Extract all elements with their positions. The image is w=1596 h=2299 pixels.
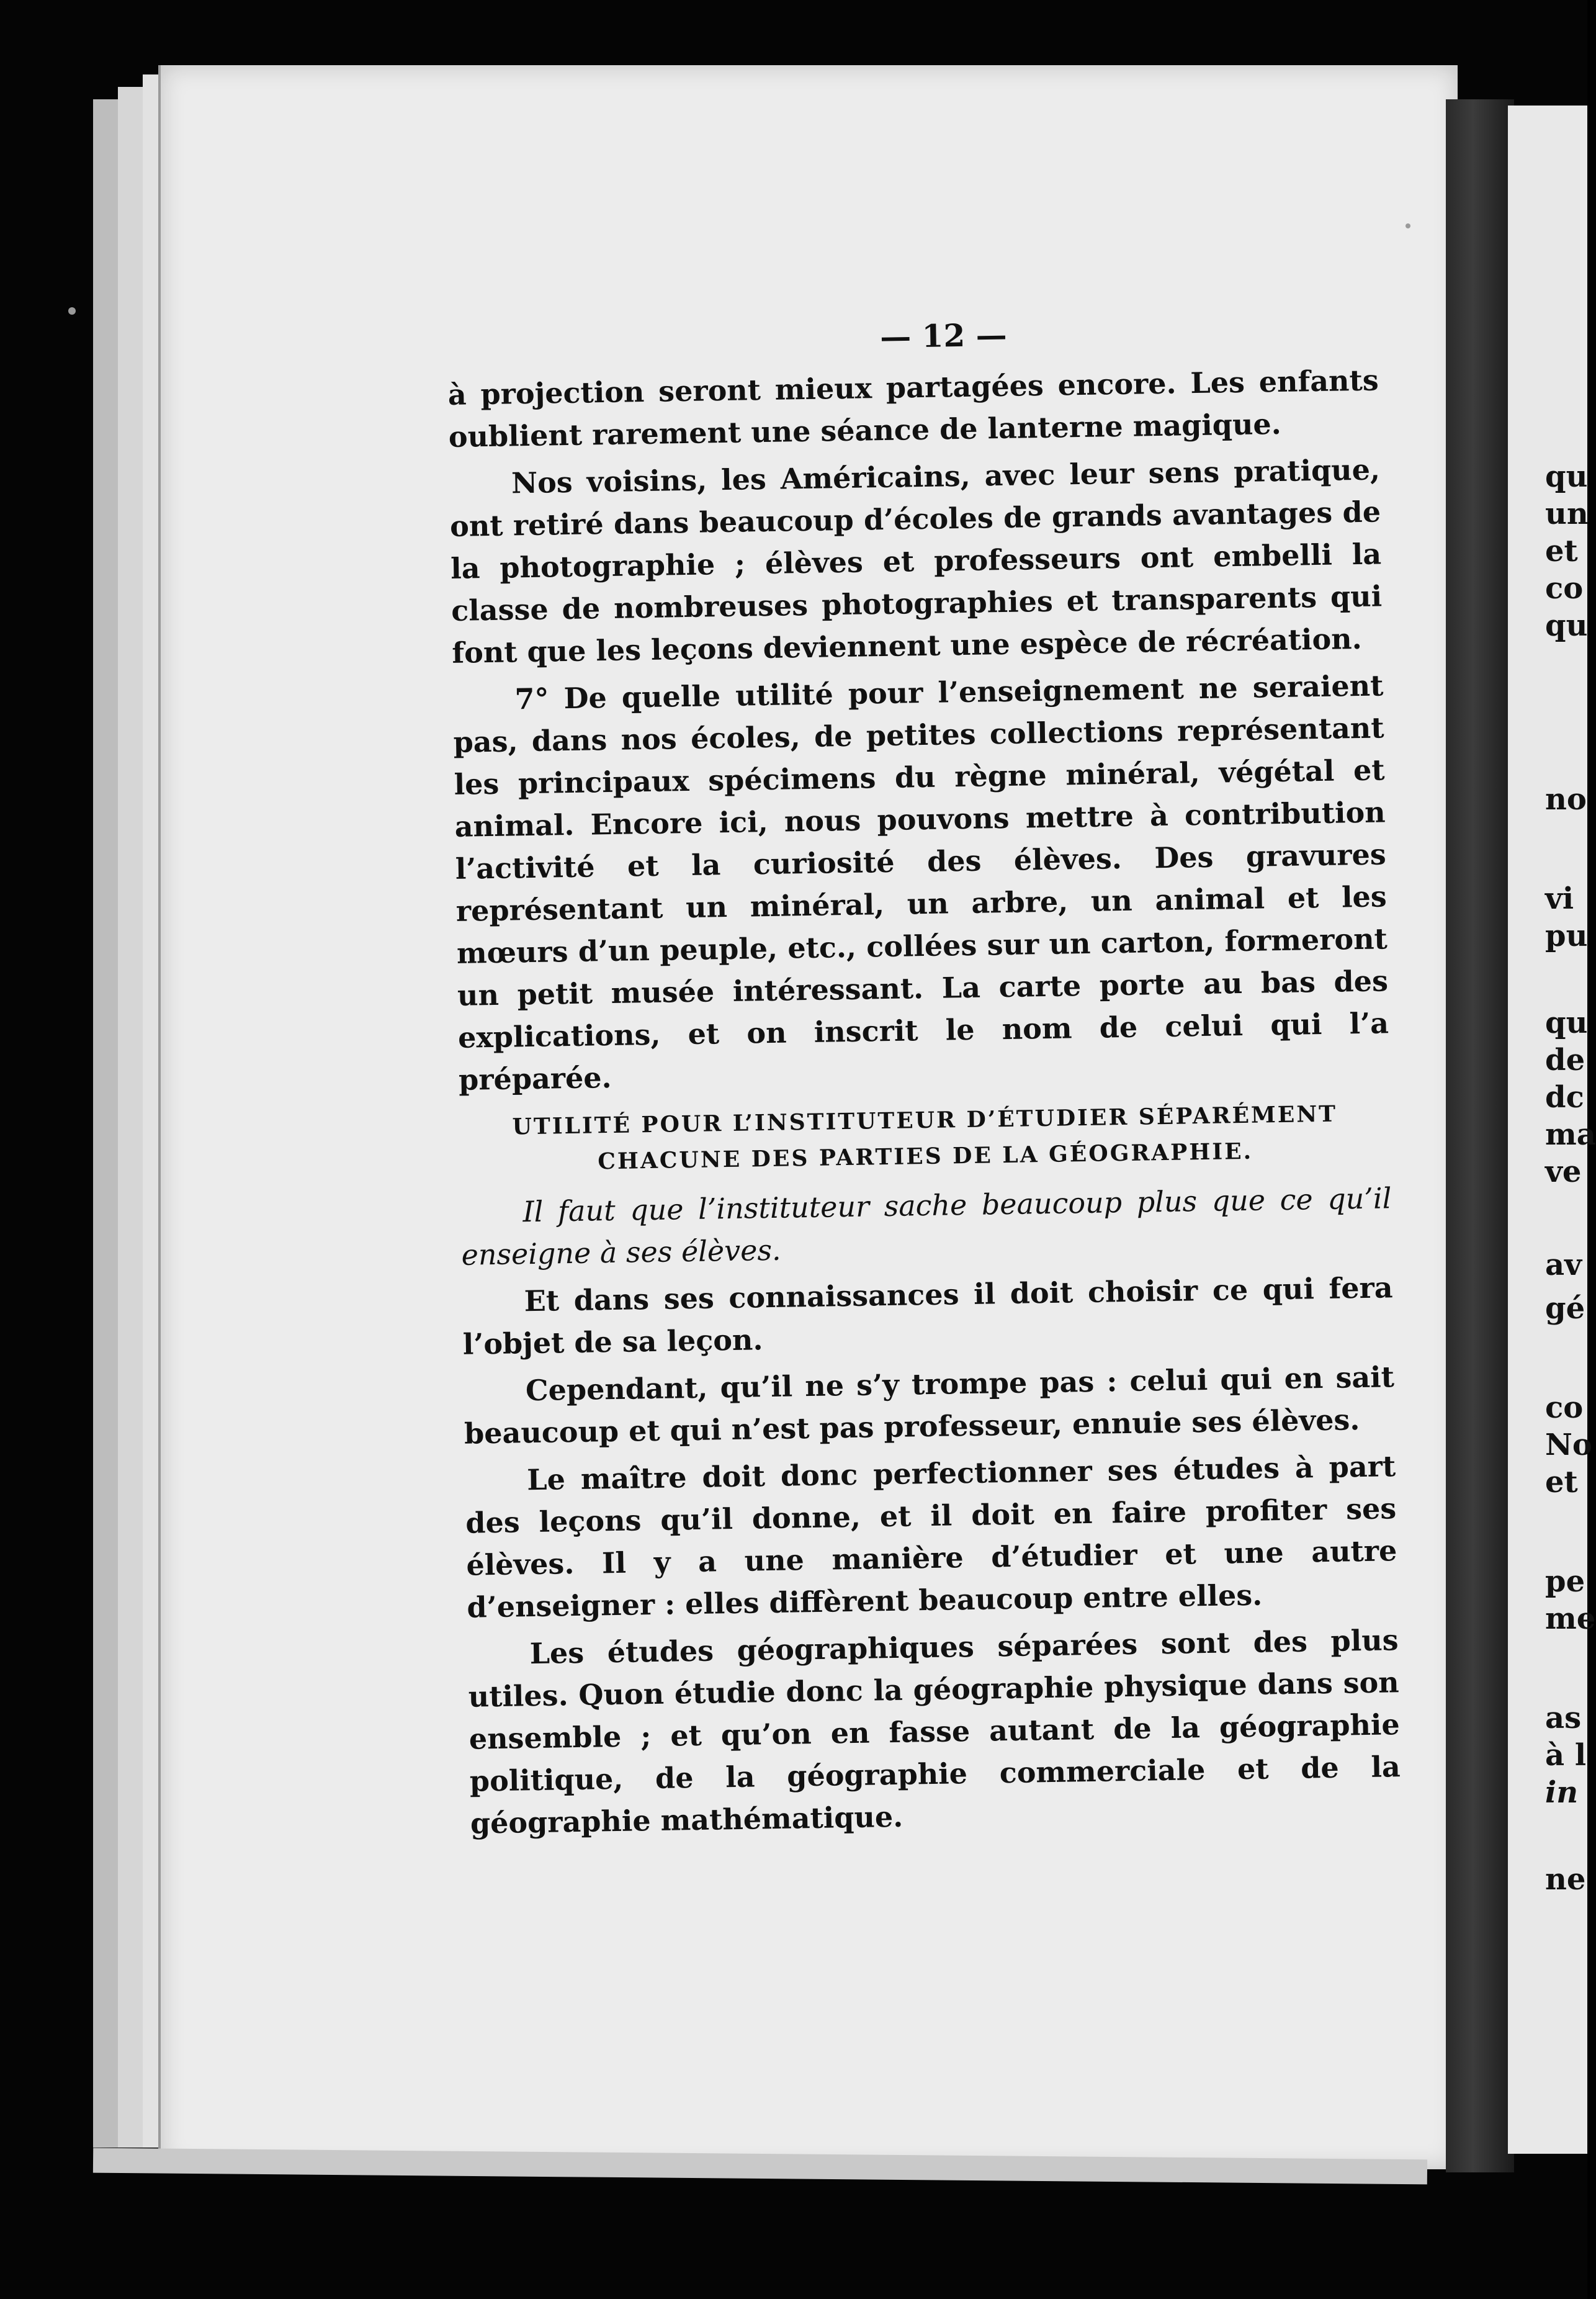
adjacent-page-fragment: vi (1545, 881, 1574, 916)
paragraph: Le maître doit donc perfectionner ses études à part des leçons qu’il donne, et il doit en faire profiter ses élèves. Il y a une manière d’étudier et une autre d’enseigner : elles diffèrent beaucoup entre elles. (465, 1449, 1397, 1624)
scan-speck (68, 307, 76, 315)
section-heading-line: UTILITÉ POUR L’INSTITUTEUR D’ÉTUDIER SÉPARÉMENT (512, 1100, 1338, 1140)
adjacent-page-fragment: as (1545, 1701, 1582, 1735)
paragraph: 7° De quelle utilité pour l’enseignement ne seraient pas, dans nos écoles, de petites collections représentant les principaux spécimens du règne minéral, végétal et animal. Encore ici, nous pouvons mettre à contribution l’activité et la curiosité des élèves. Des gravures représentant un minéral, un arbre, un animal et les mœurs d’un peuple, etc., collées sur un carton, formeront un petit musée intéressant. La carte porte au bas des explications, et on inscrit le nom de celui qui l’a préparée. (453, 668, 1389, 1097)
adjacent-page-fragment: gé (1545, 1291, 1585, 1326)
italic-lead-paragraph: Il faut que l’instituteur sache beaucoup plus que ce qu’il enseigne à ses élèves. (461, 1181, 1392, 1272)
adjacent-page-fragment: ma (1545, 1117, 1596, 1152)
paragraph: à projection seront mieux partagées encore. Les enfants oublient rarement une séance de lanterne magique. (447, 363, 1379, 454)
adjacent-page-fragment: qu (1545, 608, 1588, 643)
paragraph: Et dans ses connaissances il doit choisir ce qui fera l’objet de sa leçon. (462, 1271, 1394, 1361)
adjacent-page-fragment: et (1545, 1465, 1578, 1500)
adjacent-page-fragment: à l (1545, 1738, 1587, 1773)
adjacent-page-fragment: qu (1545, 459, 1588, 494)
adjacent-page-fragment: qu (1545, 1006, 1588, 1040)
paragraph: Cependant, qu’il ne s’y trompe pas : celui qui en sait beaucoup et qui n’est pas professeur, ennuie ses élèves. (464, 1360, 1395, 1451)
adjacent-page-fragment: et (1545, 534, 1578, 569)
page-text-block (447, 308, 1401, 1849)
book-gutter (1446, 99, 1514, 2172)
adjacent-page-fragment: in (1545, 1775, 1579, 1810)
paragraph: Les études géographiques séparées sont des plus utiles. Quon étudie donc la géographie physique dans son ensemble ; et qu’on en fasse autant de la géographie politique, de la géographie commerciale et de la géographie mathématique. (468, 1623, 1401, 1840)
adjacent-page-fragment: pu (1545, 919, 1588, 953)
adjacent-page-fragment: no (1545, 782, 1587, 817)
scan-speck (1405, 223, 1410, 228)
adjacent-page-fragment: dc (1545, 1080, 1584, 1115)
adjacent-page-fragment: av (1545, 1248, 1582, 1282)
page-number: — 12 — (879, 316, 1008, 356)
adjacent-page-fragment: No (1545, 1428, 1592, 1462)
adjacent-page-fragment: ne (1545, 1862, 1586, 1897)
adjacent-page-fragment: me (1545, 1601, 1596, 1636)
adjacent-page-fragment: ve (1545, 1154, 1582, 1189)
paragraph: Nos voisins, les Américains, avec leur sens pratique, ont retiré dans beaucoup d’écoles de grands avantages de la photographie ; élèves et professeurs ont embelli la classe de nombreuses photographies et transparents qui font que les leçons deviennent une espèce de récréation. (449, 452, 1383, 670)
section-heading-line: CHACUNE DES PARTIES DE LA GÉOGRAPHIE. (597, 1138, 1253, 1175)
adjacent-page-fragment: co (1545, 1390, 1584, 1425)
adjacent-page-fragment: de (1545, 1043, 1585, 1078)
adjacent-page-fragment: un (1545, 497, 1589, 531)
adjacent-page-fragment: co (1545, 571, 1584, 606)
adjacent-page-fragment: pe (1545, 1564, 1585, 1599)
section-heading (459, 1095, 1391, 1182)
